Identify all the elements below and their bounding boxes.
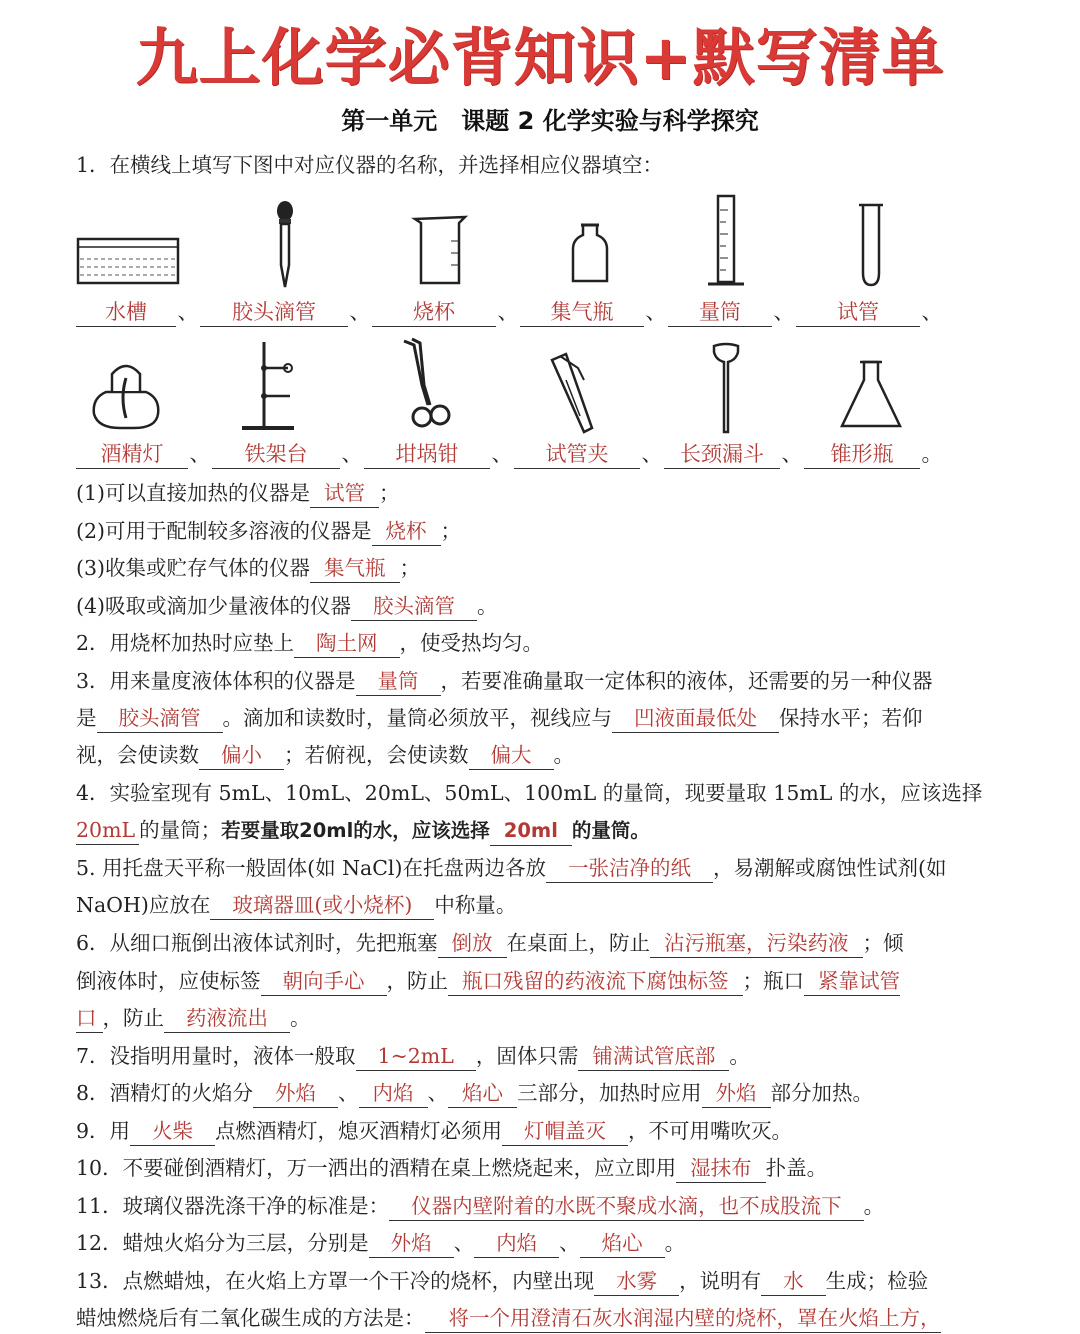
q4-line-1: 4．实验室现有 5mL、10mL、20mL、50mL、100mL 的量筒，现要量取 15mL 的水，应该选择 [76, 781, 983, 805]
answer-q9-a[interactable]: 火柴 [130, 1117, 215, 1146]
answer-beaker[interactable]: 烧杯 [372, 298, 496, 327]
answer-alcohol-lamp[interactable]: 酒精灯 [76, 440, 188, 469]
answer-q3-f[interactable]: 偏小 [199, 741, 284, 770]
q2: 2．用烧杯加热时应垫上 陶土网 ，使受热均匀。 [76, 628, 543, 658]
q13-line-1: 13．点燃蜡烛，在火焰上方罩一个干冷的烧杯，内壁出现 水雾 ，说明有 水 生成；检验 [76, 1266, 928, 1296]
test-tube-clamp-icon [522, 340, 632, 444]
answer-q3-c[interactable]: 胶头滴管 [97, 704, 223, 733]
answer-q6-g[interactable]: 口 [76, 1004, 103, 1033]
answer-q6-a[interactable]: 倒放 [438, 929, 507, 958]
answer-q8-d[interactable]: 外焰 [702, 1079, 771, 1108]
q6-line-1: 6．从细口瓶倒出液体试剂时，先把瓶塞 倒放 在桌面上，防止 沾污瓶塞，污染药液 ；倾 [76, 928, 904, 958]
q4-line-2: 20mL 的量筒；若要量取20ml的水，应该选择 20ml 的量筒。 [76, 815, 650, 846]
answer-q13-d[interactable]: 将一个用澄清石灰水润湿内壁的烧杯，罩在火焰上方， [425, 1304, 941, 1333]
q5-line-1: 5. 用托盘天平称一般固体(如 NaCl)在托盘两边各放 一张洁净的纸 ，易潮解或腐蚀性试剂(如 [76, 853, 947, 883]
answer-q3-g[interactable]: 偏大 [469, 741, 554, 770]
answer-q3-a[interactable]: 量筒 [356, 667, 441, 696]
answer-q5-c[interactable]: 玻璃器皿(或小烧杯) [210, 891, 434, 920]
beaker-icon [385, 195, 495, 299]
answer-test-tube[interactable]: 试管 [796, 298, 920, 327]
answer-dropper[interactable]: 胶头滴管 [200, 298, 348, 327]
q1-prompt: 1．在横线上填写下图中对应仪器的名称，并选择相应仪器填空： [76, 153, 664, 177]
q1-sub-1: (1)可以直接加热的仪器是 试管 ； [76, 478, 400, 508]
answer-q6-h[interactable]: 药液流出 [164, 1004, 290, 1033]
answer-q5-a[interactable]: 一张洁净的纸 [546, 854, 713, 883]
q5-line-2: NaOH)应放在 玻璃器皿(或小烧杯) 中称量。 [76, 890, 516, 920]
q1-sub-4: (4)吸取或滴加少量液体的仪器 胶头滴管 。 [76, 591, 498, 621]
crucible-tongs-icon [372, 335, 482, 439]
iron-stand-icon [222, 338, 332, 442]
q7: 7．没指明用量时，液体一般取 1~2mL ，固体只需 铺满试管底部 。 [76, 1041, 750, 1071]
answer-q9-b[interactable]: 灯帽盖灭 [502, 1117, 628, 1146]
answer-iron-stand[interactable]: 铁架台 [212, 440, 340, 469]
answer-q8-c[interactable]: 焰心 [448, 1079, 517, 1108]
test-tube-icon [815, 195, 925, 299]
gas-bottle-icon [535, 195, 645, 299]
answer-gas-bottle[interactable]: 集气瓶 [520, 298, 644, 327]
answer-q12-a[interactable]: 外焰 [369, 1229, 454, 1258]
answer-q2[interactable]: 陶土网 [294, 629, 400, 658]
page-subtitle: 第一单元 课题 2 化学实验与科学探究 [341, 107, 759, 135]
graduated-cylinder-icon [672, 190, 782, 294]
answer-q1-s3[interactable]: 集气瓶 [310, 554, 400, 583]
answer-crucible-tongs[interactable]: 坩埚钳 [364, 440, 490, 469]
answer-q11-a[interactable]: 仪器内壁附着的水既不聚成水滴，也不成股流下 [389, 1192, 864, 1221]
answer-test-tube-clamp[interactable]: 试管夹 [514, 440, 640, 469]
answer-water-trough[interactable]: 水槽 [76, 298, 176, 327]
conical-flask-icon [818, 340, 928, 444]
q9: 9．用 火柴 点燃酒精灯，熄灭酒精灯必须用 灯帽盖灭 ，不可用嘴吹灭。 [76, 1116, 792, 1146]
answer-q7-a[interactable]: 1~2mL [356, 1042, 476, 1071]
answer-q12-c[interactable]: 焰心 [580, 1229, 665, 1258]
q13-line-2: 蜡烛燃烧后有二氧化碳生成的方法是： 将一个用澄清石灰水润湿内壁的烧杯，罩在火焰上方， [76, 1303, 941, 1333]
long-neck-funnel-icon [672, 338, 782, 442]
answer-q8-b[interactable]: 内焰 [359, 1079, 428, 1108]
answer-q12-b[interactable]: 内焰 [474, 1229, 559, 1258]
answer-q4-d[interactable]: 20ml [490, 817, 572, 846]
answer-q8-a[interactable]: 外焰 [253, 1079, 338, 1108]
answer-q10-a[interactable]: 湿抹布 [676, 1154, 766, 1183]
answer-q6-f[interactable]: 紧靠试管 [804, 967, 900, 996]
answer-q3-d[interactable]: 凹液面最低处 [612, 704, 779, 733]
page-title: 九上化学必背知识+默写清单 [135, 21, 945, 94]
q3-line-2: 是 胶头滴管 。滴加和读数时，量筒必须放平，视线应与 凹液面最低处 保持水平；若仰 [76, 703, 923, 733]
q1-sub-3: (3)收集或贮存气体的仪器 集气瓶 ； [76, 553, 420, 583]
answer-graduated-cylinder[interactable]: 量筒 [668, 298, 772, 327]
water-trough-icon [72, 195, 182, 299]
answer-q13-a[interactable]: 水雾 [594, 1267, 679, 1296]
alcohol-lamp-icon [72, 338, 182, 442]
q3-line-3: 视，会使读数 偏小 ；若俯视，会使读数 偏大 。 [76, 740, 574, 770]
q3-line-1: 3．用来量度液体体积的仪器是 量筒 ，若要准确量取一定体积的液体，还需要的另一种仪器 [76, 666, 933, 696]
answer-q7-b[interactable]: 铺满试管底部 [578, 1042, 729, 1071]
q1-sub-2: (2)可用于配制较多溶液的仪器是 烧杯 ； [76, 516, 461, 546]
answer-q6-e[interactable]: 瓶口残留的药液流下腐蚀标签 [448, 967, 743, 996]
q6-line-3: 口 ，防止 药液流出 。 [76, 1003, 311, 1033]
dropper-icon [230, 195, 340, 299]
answer-long-neck-funnel[interactable]: 长颈漏斗 [664, 440, 780, 469]
answer-q1-s4[interactable]: 胶头滴管 [351, 592, 477, 621]
answer-q6-b[interactable]: 沾污瓶塞，污染药液 [650, 929, 863, 958]
q12: 12．蜡烛火焰分为三层，分别是 外焰 、 内焰 、 焰心 。 [76, 1228, 685, 1258]
answer-q6-d[interactable]: 朝向手心 [261, 967, 387, 996]
q11: 11．玻璃仪器洗涤干净的标准是： 仪器内壁附着的水既不聚成水滴，也不成股流下 。 [76, 1191, 884, 1221]
q8: 8．酒精灯的火焰分 外焰 、 内焰 、 焰心 三部分，加热时应用 外焰 部分加热。 [76, 1078, 873, 1108]
answer-q1-s1[interactable]: 试管 [310, 479, 379, 508]
answer-q13-b[interactable]: 水 [761, 1267, 826, 1296]
q6-line-2: 倒液体时，应使标签 朝向手心 ，防止 瓶口残留的药液流下腐蚀标签 ；瓶口 紧靠试管 [76, 966, 900, 996]
answer-q1-s2[interactable]: 烧杯 [372, 517, 441, 546]
q10: 10．不要碰倒酒精灯，万一洒出的酒精在桌上燃烧起来，应立即用 湿抹布 扑盖。 [76, 1153, 827, 1183]
answer-conical-flask[interactable]: 锥形瓶 [804, 440, 920, 469]
answer-q4-b[interactable]: 20mL [76, 816, 139, 845]
